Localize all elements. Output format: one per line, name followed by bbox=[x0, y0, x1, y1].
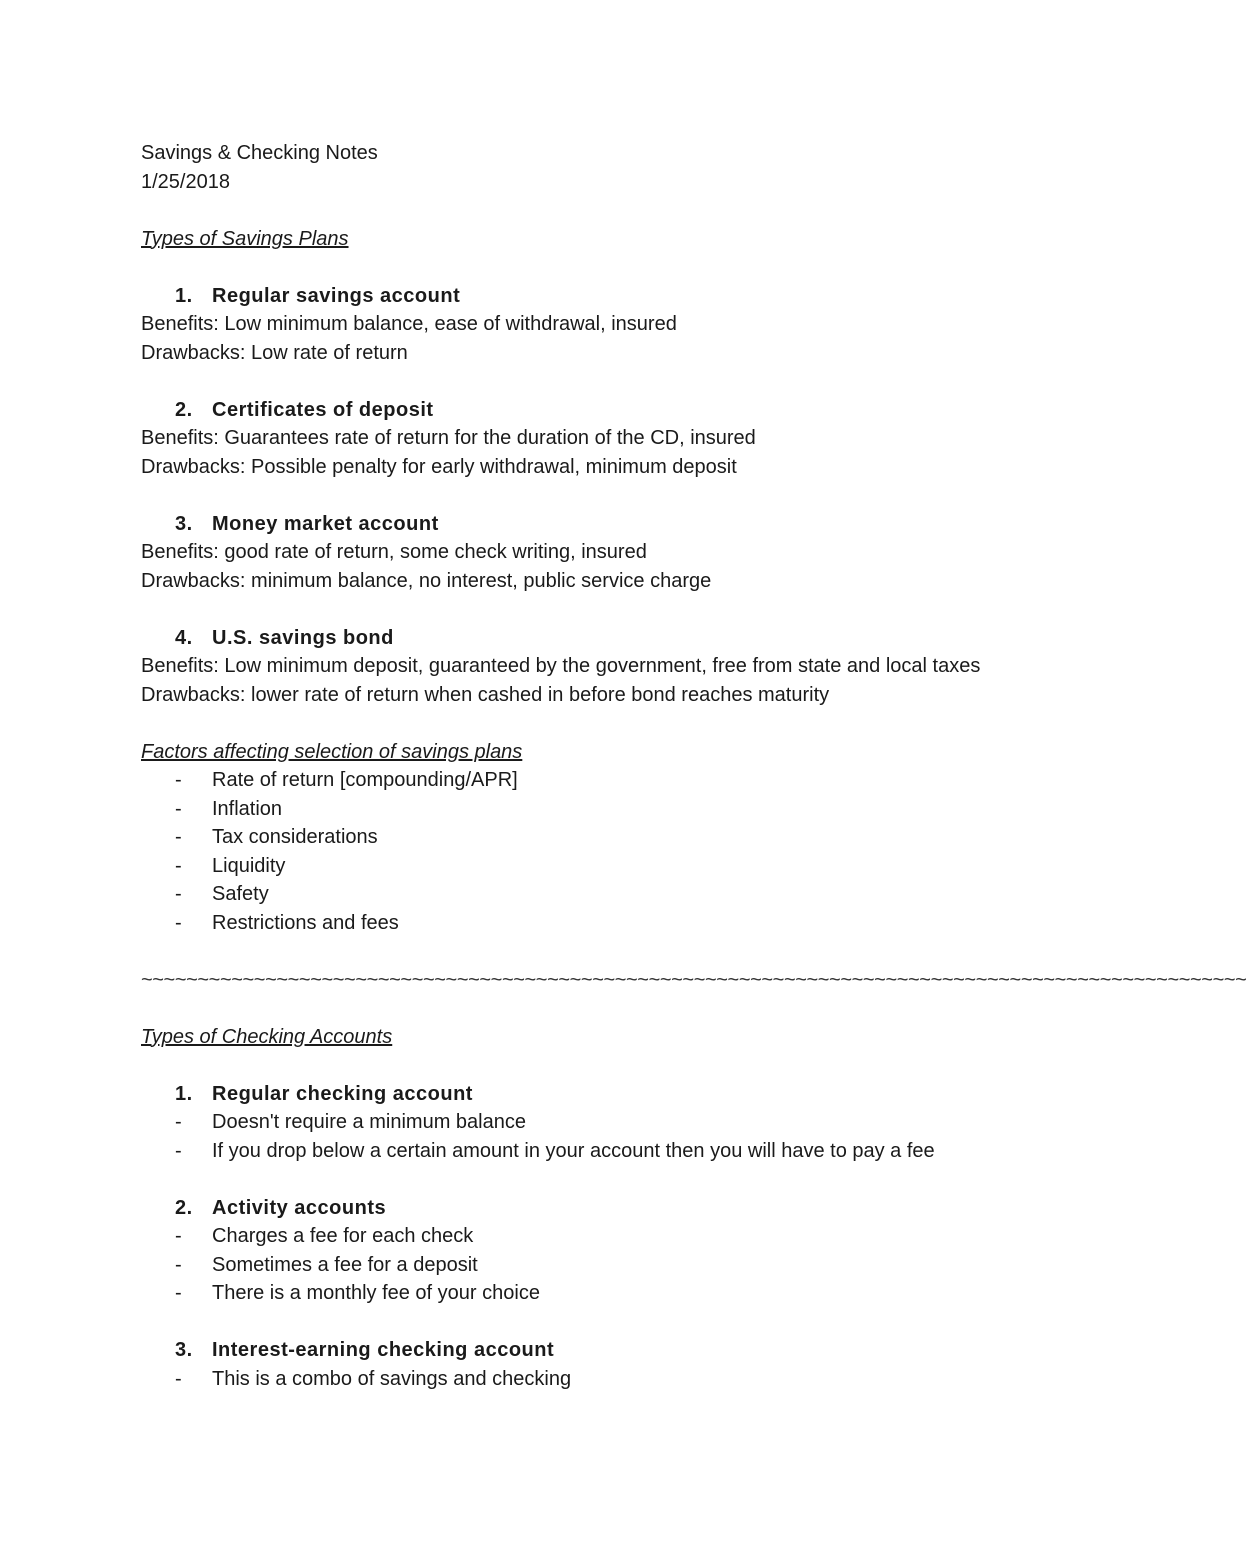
spacer bbox=[141, 994, 1081, 1023]
list-item bbox=[141, 909, 1081, 938]
account-point: This is a combo of savings and checking bbox=[212, 1367, 572, 1390]
list-item bbox=[141, 823, 1081, 852]
account-point: If you drop below a certain amount in your account then you will have to pay a fee bbox=[212, 1139, 935, 1162]
checking-account bbox=[141, 1336, 1081, 1393]
account-point: Sometimes a fee for a deposit bbox=[212, 1253, 478, 1276]
list-number: 3. bbox=[175, 1339, 193, 1361]
plan-benefits: Benefits: Guarantees rate of return for the duration of the CD, insured bbox=[141, 427, 756, 449]
list-item bbox=[141, 852, 1081, 881]
list-item bbox=[141, 1251, 1081, 1280]
savings-plan bbox=[141, 282, 1081, 368]
savings-plan-title bbox=[141, 396, 1081, 425]
document-body bbox=[141, 139, 1246, 1393]
spacer bbox=[141, 1308, 1081, 1337]
list-number: 1. bbox=[175, 1082, 193, 1105]
dash-bullet: - bbox=[175, 769, 182, 791]
dash-bullet: - bbox=[175, 883, 182, 905]
plan-drawbacks: Drawbacks: lower rate of return when cashed in before bond reaches maturity bbox=[141, 683, 830, 706]
plan-name: Regular savings account bbox=[212, 284, 461, 307]
list-item bbox=[141, 766, 1081, 795]
checking-account-title bbox=[141, 1080, 1081, 1109]
list-number: 1. bbox=[175, 284, 193, 307]
checking-account bbox=[141, 1080, 1081, 1166]
spacer bbox=[141, 367, 1081, 396]
checking-account-title bbox=[141, 1336, 1081, 1365]
dash-bullet: - bbox=[175, 1282, 182, 1304]
plan-name: Certificates of deposit bbox=[212, 398, 434, 421]
checking-account bbox=[141, 1194, 1081, 1308]
factor-text: Rate of return [compounding/APR] bbox=[212, 769, 518, 791]
document-date: 1/25/2018 bbox=[141, 170, 230, 193]
plan-benefits: Benefits: Low minimum balance, ease of withdrawal, insured bbox=[141, 313, 677, 335]
account-point: Doesn't require a minimum balance bbox=[212, 1111, 526, 1133]
list-number: 3. bbox=[175, 512, 193, 535]
dash-bullet: - bbox=[175, 797, 182, 820]
spacer bbox=[141, 1051, 1081, 1080]
plan-name: Money market account bbox=[212, 512, 439, 535]
checking-account-title bbox=[141, 1194, 1081, 1223]
dash-bullet: - bbox=[175, 1111, 182, 1133]
factor-text: Inflation bbox=[212, 797, 283, 820]
list-number: 4. bbox=[175, 626, 193, 649]
list-number: 2. bbox=[175, 1196, 193, 1219]
savings-plan bbox=[141, 396, 1081, 482]
account-point: There is a monthly fee of your choice bbox=[212, 1282, 540, 1304]
plan-name: U.S. savings bond bbox=[212, 626, 394, 649]
plan-drawbacks: Drawbacks: Low rate of return bbox=[141, 341, 408, 364]
list-number: 2. bbox=[175, 398, 193, 421]
savings-plan-title bbox=[141, 282, 1081, 311]
factors-heading: Factors affecting selection of savings plans bbox=[141, 740, 523, 763]
plan-drawbacks: Drawbacks: minimum balance, no interest, public service charge bbox=[141, 569, 712, 592]
savings-plan bbox=[141, 510, 1081, 596]
plan-drawbacks: Drawbacks: Possible penalty for early withdrawal, minimum deposit bbox=[141, 455, 737, 478]
savings-plan-title bbox=[141, 510, 1081, 539]
dash-bullet: - bbox=[175, 826, 182, 848]
account-name: Activity accounts bbox=[212, 1196, 387, 1219]
factor-text: Restrictions and fees bbox=[212, 911, 399, 934]
factor-text: Liquidity bbox=[212, 854, 286, 877]
dash-bullet: - bbox=[175, 1367, 182, 1390]
list-item bbox=[141, 1279, 1081, 1308]
savings-plan-title bbox=[141, 624, 1081, 653]
dash-bullet: - bbox=[175, 1139, 182, 1162]
plan-benefits: Benefits: good rate of return, some check writing, insured bbox=[141, 541, 647, 563]
list-item bbox=[141, 795, 1081, 824]
list-item bbox=[141, 1365, 1081, 1394]
tilde-divider: ~~~~~~~~~~~~~~~~~~~~~~~~~~~~~~~~~~~~~~~~~~~~~~~~~~~~~~~~~~~~~~~~~~~~~~~~~~~~~~~~~~~~~~~~~~~~~~~~~~ bbox=[141, 968, 1246, 991]
factors-list bbox=[141, 766, 1081, 937]
account-name: Regular checking account bbox=[212, 1082, 473, 1105]
spacer bbox=[141, 937, 1081, 966]
spacer bbox=[141, 196, 1081, 225]
list-item bbox=[141, 1222, 1081, 1251]
document-title: Savings & Checking Notes bbox=[141, 142, 378, 164]
dash-bullet: - bbox=[175, 1253, 182, 1276]
savings-plan bbox=[141, 624, 1081, 710]
spacer bbox=[141, 481, 1081, 510]
factor-text: Safety bbox=[212, 883, 269, 905]
spacer bbox=[141, 709, 1081, 738]
savings-heading: Types of Savings Plans bbox=[141, 227, 349, 250]
dash-bullet: - bbox=[175, 1225, 182, 1247]
plan-benefits: Benefits: Low minimum deposit, guaranteed by the government, free from state and local taxes bbox=[141, 655, 981, 677]
account-point: Charges a fee for each check bbox=[212, 1225, 474, 1247]
checking-heading: Types of Checking Accounts bbox=[141, 1025, 393, 1048]
dash-bullet: - bbox=[175, 854, 182, 877]
account-name: Interest-earning checking account bbox=[212, 1339, 555, 1361]
list-item bbox=[141, 1137, 1081, 1166]
spacer bbox=[141, 595, 1081, 624]
list-item bbox=[141, 880, 1081, 909]
factor-text: Tax considerations bbox=[212, 826, 378, 848]
spacer bbox=[141, 1165, 1081, 1194]
dash-bullet: - bbox=[175, 911, 182, 934]
spacer bbox=[141, 253, 1081, 282]
list-item bbox=[141, 1108, 1081, 1137]
